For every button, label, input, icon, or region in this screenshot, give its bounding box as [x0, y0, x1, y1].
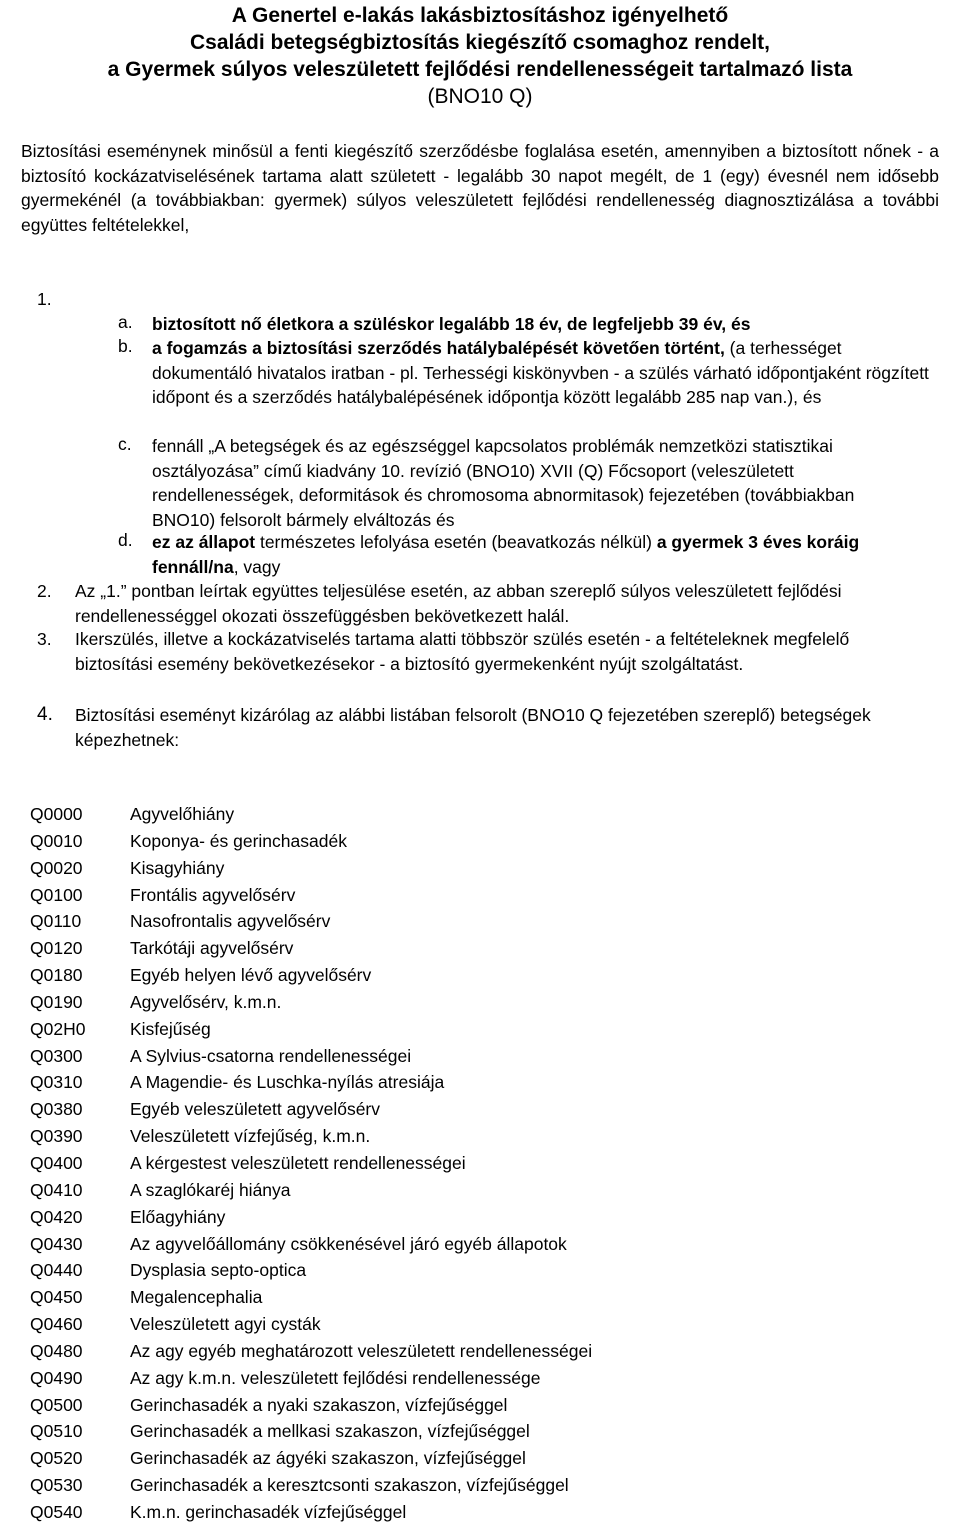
bno-code: Q0390 [30, 1126, 83, 1147]
bno-code: Q0190 [30, 991, 83, 1012]
item-1b-rest: (a terhességet dokumentáló hivatalos iratban - pl. Terhességi kiskönyvben - a szülés várható időpontjaként rögzített időpont és a szerződés hatálybalépésének időpontja között legalább 285 nap van.), és [152, 338, 929, 408]
item-3-text: Ikerszülés, illetve a kockázatviselés tartama alatti többször szülés esetén - a feltételeknek megfelelő biztosítási esemény bekövetkezésekor - a biztosító gyermekenként nyújt szolgáltatást. [75, 629, 850, 674]
bno-code: Q0440 [30, 1260, 83, 1281]
intro-paragraph: Biztosítási eseménynek minősül a fenti kiegészítő szerződésbe foglalása esetén, amennyiben a biztosított nőnek - a biztosító kockázatviselésének tartama alatt született - legalább 30 napot megélt, de 1 (egy) évesnél nem idősebb gyermekénél (a továbbiakban: gyermek) súlyos veleszületett fejlődési rendellenesség diagnosztizálása a további együttes feltételekkel, [21, 141, 939, 235]
disease-name: K.m.n. gerinchasadék vízfejűséggel [130, 1501, 407, 1522]
list-item [30, 1096, 930, 1123]
bno-code: Q0020 [30, 857, 83, 878]
list-item [30, 962, 930, 989]
title-line-2: Családi betegségbiztosítás kiegészítő csomaghoz rendelt, [190, 31, 770, 54]
disease-name: Frontális agyvelősérv [130, 884, 296, 905]
disease-name: Agyvelőhiány [130, 804, 235, 824]
bno-code: Q0300 [30, 1045, 83, 1066]
item-1c-text: fennáll „A betegségek és az egészséggel kapcsolatos problémák nemzetközi statisztikai osztályozása” című kiadvány 10. revízió (BNO10) XVII (Q) Főcsoport (veleszületett rendellenességek, deformitások és chromosoma abnormitasok) fejezetében (továbbiakban BNO10) felsorolt bármely elváltozás és [152, 436, 855, 530]
bno-code: Q0000 [30, 804, 83, 824]
disease-name: Dysplasia septo-optica [130, 1260, 307, 1281]
item-1d-tail: , vagy [233, 556, 281, 577]
list-item [30, 1365, 930, 1392]
list-item [30, 1284, 930, 1311]
item-1-number: 1. [37, 289, 52, 309]
document-title [0, 2, 960, 110]
list-item [30, 935, 930, 962]
disease-name: Kisagyhiány [130, 857, 225, 878]
list-item [30, 1123, 930, 1150]
list-item [30, 828, 930, 855]
bno-code: Q0100 [30, 884, 83, 905]
bno-code: Q0480 [30, 1340, 83, 1361]
disease-name: Az agyvelőállomány csökkenésével járó egyéb állapotok [130, 1233, 567, 1254]
title-line-4: (BNO10 Q) [427, 85, 533, 108]
disease-name: Az agy egyéb meghatározott veleszületett rendellenességei [130, 1340, 593, 1361]
disease-name: Az agy k.m.n. veleszületett fejlődési rendellenessége [130, 1367, 541, 1388]
disease-name: A kérgestest veleszületett rendellenességei [130, 1152, 466, 1173]
disease-name: Koponya- és gerinchasadék [130, 830, 347, 851]
list-item [30, 1392, 930, 1419]
disease-name: Gerinchasadék a mellkasi szakaszon, vízfejűséggel [130, 1421, 530, 1442]
bno-code: Q0530 [30, 1475, 83, 1496]
disease-name: A szaglókaréj hiánya [130, 1179, 291, 1200]
item-1b-text [152, 336, 932, 410]
bno-code: Q0460 [30, 1314, 83, 1335]
bno-code: Q0540 [30, 1501, 83, 1522]
disease-name: Egyéb veleszületett agyvelősérv [130, 1099, 380, 1120]
list-item [30, 1231, 930, 1258]
item-1d-letter: d. [118, 530, 133, 550]
bno-code: Q0410 [30, 1179, 83, 1200]
disease-name: Egyéb helyen lévő agyvelősérv [130, 965, 372, 986]
list-item [30, 1177, 930, 1204]
list-item [30, 855, 930, 882]
item-1d-text [152, 530, 942, 579]
bno-code: Q0450 [30, 1287, 83, 1308]
list-item [30, 989, 930, 1016]
bno-code: Q0010 [30, 830, 83, 851]
title-line-3: a Gyermek súlyos veleszületett fejlődési rendellenességeit tartalmazó lista [107, 58, 853, 81]
disease-name: Gerinchasadék a nyaki szakaszon, vízfejűséggel [130, 1394, 508, 1415]
bno10-code-list [30, 801, 930, 1526]
disease-name: Veleszületett vízfejűség, k.m.n. [130, 1126, 371, 1147]
disease-name: Nasofrontalis agyvelősérv [130, 911, 331, 932]
item-3-number: 3. [37, 629, 52, 649]
list-item [30, 1257, 930, 1284]
bno-code: Q0490 [30, 1367, 83, 1388]
disease-name: Kisfejűség [130, 1018, 211, 1039]
item-4-text: Biztosítási eseményt kizárólag az alábbi listában felsorolt (BNO10 Q fejezetében szereplő) betegségek képezhetnek: [75, 705, 871, 750]
disease-name: Veleszületett agyi cysták [130, 1314, 321, 1335]
item-1b-bold: a fogamzás a biztosítási szerződés hatálybalépését követően történt, [152, 338, 725, 358]
list-item [30, 1204, 930, 1231]
bno-code: Q0120 [30, 938, 83, 959]
list-item [30, 1445, 930, 1472]
disease-name: Tarkótáji agyvelősérv [130, 938, 294, 959]
bno-code: Q0180 [30, 965, 83, 986]
list-item [30, 882, 930, 909]
list-item [30, 1016, 930, 1043]
disease-name: Agyvelősérv, k.m.n. [130, 991, 282, 1012]
title-line-1: A Genertel e-lakás lakásbiztosításhoz igényelhető [231, 4, 729, 27]
list-item [30, 1069, 930, 1096]
disease-name: A Sylvius-csatorna rendellenességei [130, 1045, 412, 1066]
bno-code: Q0110 [30, 911, 82, 932]
item-1b-letter: b. [118, 336, 133, 356]
item-2-text: Az „1.” pontban leírtak együttes teljesülése esetén, az abban szereplő súlyos veleszületett fejlődési rendellenességgel okozati összefüggésben bekövetkezett halál. [75, 581, 842, 626]
bno-code: Q0520 [30, 1448, 83, 1469]
disease-name: A Magendie- és Luschka-nyílás atresiája [130, 1072, 445, 1093]
list-item [30, 1418, 930, 1445]
disease-name: Gerinchasadék az ágyéki szakaszon, vízfejűséggel [130, 1448, 526, 1469]
list-item [30, 1043, 930, 1070]
list-item [30, 1499, 930, 1526]
item-1d-bold-1: ez az állapot [152, 532, 256, 552]
list-item [30, 1150, 930, 1177]
bno-code: Q0420 [30, 1206, 83, 1227]
item-1c-letter: c. [118, 434, 132, 454]
item-1a-text: biztosított nő életkora a szüléskor legalább 18 év, de legfeljebb 39 év, és [152, 314, 751, 334]
item-1d-mid: természetes lefolyása esetén (beavatkozás nélkül) [255, 532, 657, 552]
list-item [30, 1338, 930, 1365]
list-item [30, 801, 930, 828]
item-2-number: 2. [37, 581, 52, 601]
disease-name: Előagyhiány [130, 1206, 226, 1227]
bno-code: Q0430 [30, 1233, 83, 1254]
bno-code: Q0400 [30, 1152, 83, 1173]
item-1d-bold-2: a gyermek 3 éves koráig fennáll/na [152, 532, 860, 577]
bno-code: Q0380 [30, 1099, 83, 1120]
list-item [30, 908, 930, 935]
bno-code: Q0310 [30, 1072, 83, 1093]
list-item [30, 1311, 930, 1338]
item-1a-letter: a. [118, 312, 133, 332]
bno-code: Q02H0 [30, 1018, 86, 1039]
disease-name: Gerinchasadék a keresztcsonti szakaszon, vízfejűséggel [130, 1475, 569, 1496]
list-item [30, 1472, 930, 1499]
bno-code: Q0500 [30, 1394, 83, 1415]
bno-code: Q0510 [30, 1421, 83, 1442]
item-4-number: 4. [37, 704, 53, 725]
disease-name: Megalencephalia [130, 1287, 263, 1308]
